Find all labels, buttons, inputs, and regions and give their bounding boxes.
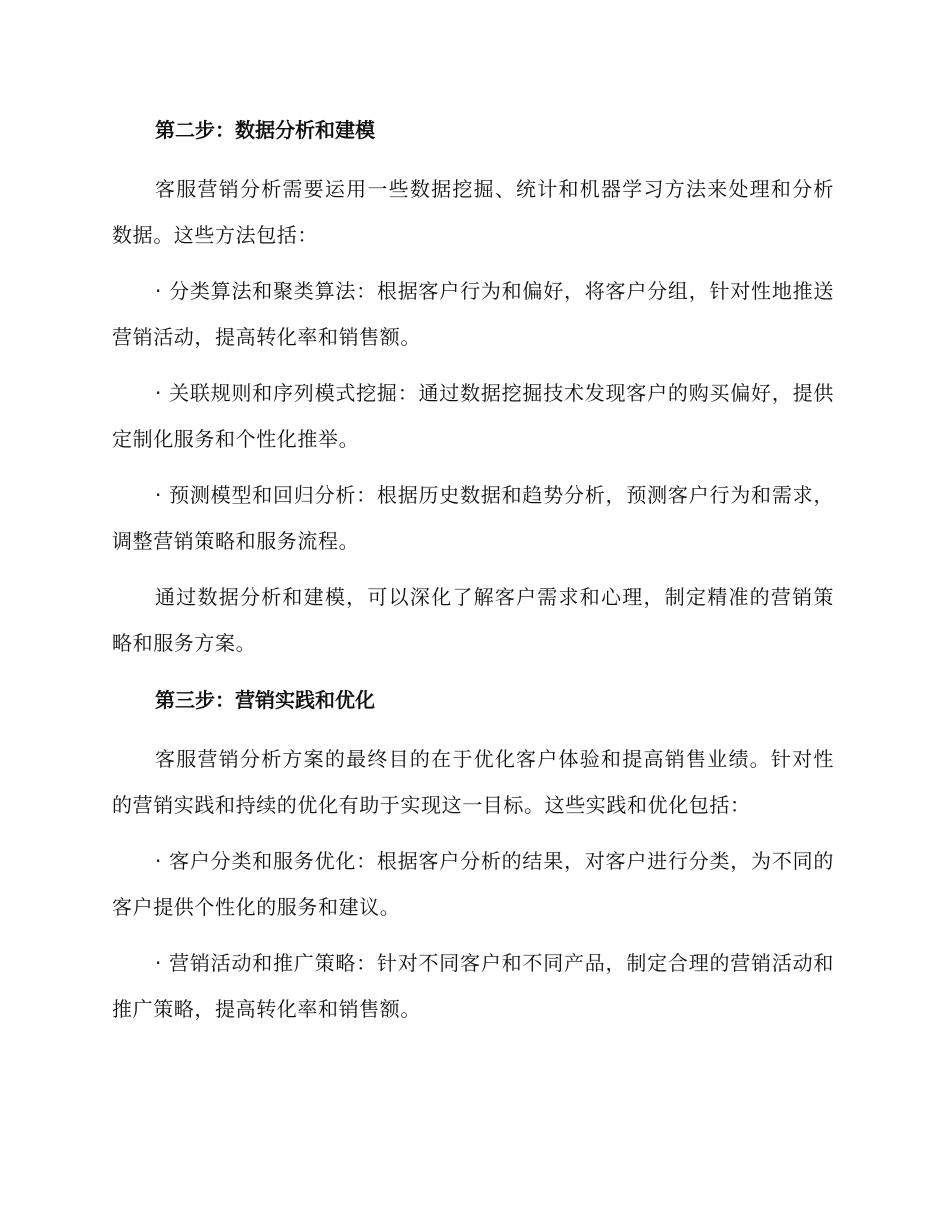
bullet-classification-clustering: · 分类算法和聚类算法：根据客户行为和偏好，将客户分组，针对性地推送营销活动，提高转化率和销售额。 bbox=[112, 279, 834, 349]
section-heading-step-two: 第二步：数据分析和建模 bbox=[155, 118, 375, 142]
document-body bbox=[112, 108, 834, 1042]
bullet-customer-classification: · 客户分类和服务优化：根据客户分析的结果，对客户进行分类，为不同的客户提供个性化的服务和建议。 bbox=[112, 849, 834, 919]
paragraph-practice-intro: 客服营销分析方案的最终目的在于优化客户体验和提高销售业绩。针对性的营销实践和持续的优化有助于实现这一目标。这些实践和优化包括： bbox=[112, 747, 834, 817]
paragraph-methods-intro: 客服营销分析需要运用一些数据挖掘、统计和机器学习方法来处理和分析数据。这些方法包括： bbox=[112, 177, 834, 247]
bullet-association-rules: · 关联规则和序列模式挖掘：通过数据挖掘技术发现客户的购买偏好，提供定制化服务和个性化推举。 bbox=[112, 381, 834, 451]
paragraph-modeling-summary: 通过数据分析和建模，可以深化了解客户需求和心理，制定精准的营销策略和服务方案。 bbox=[112, 585, 834, 655]
section-heading-step-three: 第三步：营销实践和优化 bbox=[155, 688, 375, 712]
bullet-marketing-campaigns: · 营销活动和推广策略：针对不同客户和不同产品，制定合理的营销活动和推广策略，提高转化率和销售额。 bbox=[112, 951, 834, 1021]
bullet-prediction-regression: · 预测模型和回归分析：根据历史数据和趋势分析，预测客户行为和需求，调整营销策略和服务流程。 bbox=[112, 483, 834, 553]
